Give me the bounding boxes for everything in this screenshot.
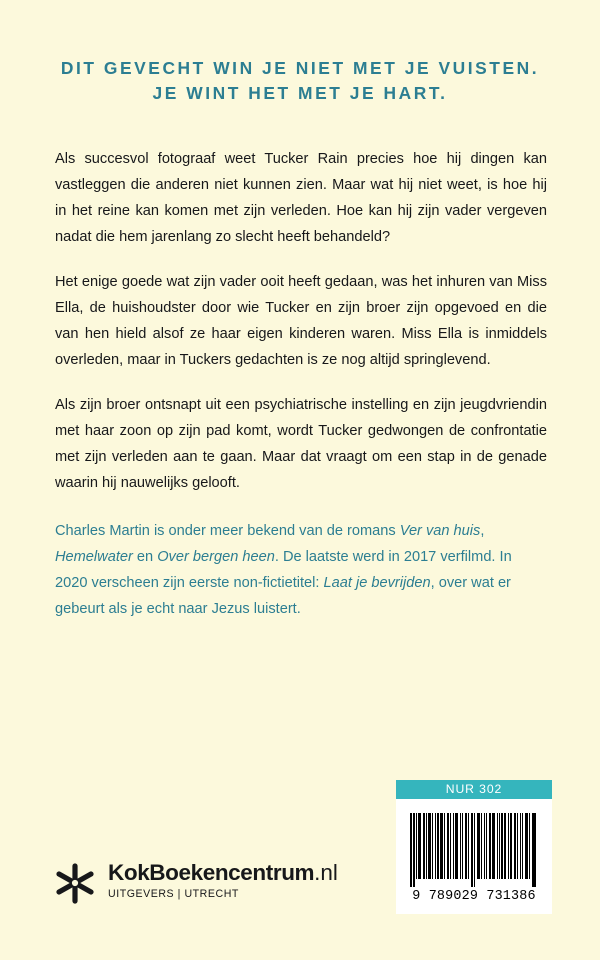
blurb-paragraph-2: Het enige goede wat zijn vader ooit heeft gedaan, was het inhuren van Miss Ella, de huishoudster door wie Tucker en zijn broer zijn opgevoed en die van hen hield alsof ze haar eigen kinderen waren. Miss Ella is inmiddels overleden, maar in Tuckers gedachten is ze nog altijd springlevend. <box>55 273 547 369</box>
publisher-name-tld: .nl <box>314 860 338 885</box>
nur-banner: NUR 302 <box>396 780 552 799</box>
bio-segment-4: . De laatste werd in 2017 verfilmd. In 2020 verscheen zijn eerste non-fictietitel: <box>55 549 512 592</box>
publisher-logo-text <box>108 860 338 901</box>
bio-segment-2: , <box>480 523 485 539</box>
publisher-name <box>108 860 338 885</box>
publisher-subtitle: UITGEVERS | UTRECHT <box>108 888 239 900</box>
book-title-ver-van-huis: Ver van huis <box>399 523 481 539</box>
blurb-paragraph-3: Als zijn broer ontsnapt uit een psychiatrische instelling en zijn jeugdvriendin met haar zoon op zijn pad komt, wordt Tucker gedwongen de confrontatie met zijn verleden aan te gaan. Maar dat vraagt om een stap in de genade waarin hij nauwelijks gelooft. <box>55 396 547 492</box>
book-title-hemelwater: Hemelwater <box>55 549 133 566</box>
bio-segment-1: Charles Martin is onder meer bekend van de romans <box>55 523 400 539</box>
book-title-laat-je-bevrijden: Laat je bevrijden <box>323 575 431 592</box>
headline-line-1: DIT GEVECHT WIN JE NIET MET JE VUISTEN. <box>60 58 540 78</box>
barcode-bars <box>410 813 538 887</box>
headline-line-2: JE WINT HET MET JE HART. <box>152 83 448 103</box>
isbn-digits: 9 789029 731386 <box>412 889 536 904</box>
blurb-paragraph-1: Als succesvol fotograaf weet Tucker Rain precies hoe hij dingen kan vastleggen die anderen niet kunnen zien. Maar wat hij niet weet, is hoe hij in het reine kan komen met zijn verleden. Hoe kan hij zijn vader vergeven nadat die hem jarenlang zo slecht heeft behandeld? <box>55 151 547 246</box>
book-title-over-bergen-heen: Over bergen heen <box>157 549 275 566</box>
barcode-block <box>396 780 552 914</box>
publisher-logo <box>52 852 338 914</box>
bio-segment-5: , over wat er gebeurt als je echt naar Jezus luistert. <box>55 575 511 618</box>
headline <box>40 56 560 106</box>
blurb-text <box>55 146 547 496</box>
author-bio <box>55 518 547 622</box>
bio-segment-3: en <box>132 549 158 566</box>
kok-asterisk-icon <box>52 858 98 908</box>
publisher-name-main: KokBoekencentrum <box>108 860 315 885</box>
barcode-area <box>396 799 552 914</box>
